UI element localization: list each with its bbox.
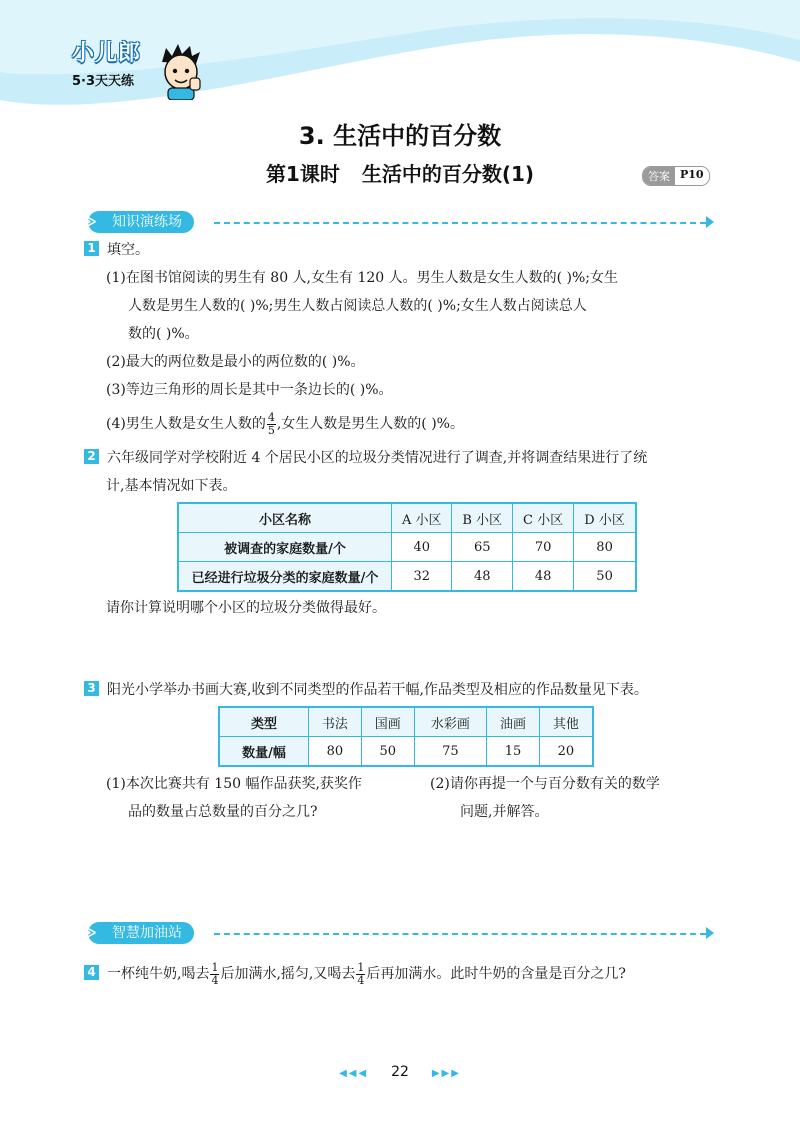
table-header: 书法 (309, 707, 362, 737)
unit-title: 3. 生活中的百分数 (298, 122, 502, 150)
section-header-practice (82, 211, 714, 235)
question-number: 4 (84, 965, 99, 980)
q2-line: 六年级同学对学校附近 4 个居民小区的垃圾分类情况进行了调查,并将调查结果进行了统 (107, 450, 648, 466)
q1-line: (3)等边三角形的周长是其中一条边长的( )%。 (106, 382, 393, 398)
next-arrows-icon: ▶▶▶ (431, 1068, 461, 1079)
q4-text: 后加满水,摇匀,又喝去 (220, 966, 356, 982)
q3-sub2-line: (2)请你再提一个与百分数有关的数学 (430, 776, 660, 792)
section-end-arrow-icon (706, 216, 714, 228)
q3-subquestion-2 (430, 770, 730, 826)
row-label: 已经进行垃圾分类的家庭数量/个 (178, 562, 392, 592)
row-label: 被调查的家庭数量/个 (178, 533, 392, 562)
table-cell: 80 (309, 737, 362, 767)
fraction (356, 962, 365, 987)
section-divider (214, 222, 706, 224)
answer-reference (642, 166, 710, 186)
fraction (267, 412, 276, 437)
lesson-number: 第1课时 (265, 162, 340, 186)
table-cell: 70 (513, 533, 574, 562)
fraction-numerator: 1 (357, 960, 365, 974)
q1-line: (2)最大的两位数是最小的两位数的( )%。 (106, 354, 365, 370)
page-number: 22 (391, 1064, 409, 1080)
table-header: 国画 (361, 707, 414, 737)
section-arrow-icon: ≫ (82, 214, 97, 230)
table-header: 小区名称 (178, 503, 392, 533)
q4-text: 一杯纯牛奶,喝去 (107, 966, 210, 982)
section-title: 智慧加油站 (88, 922, 194, 944)
artwork-table (218, 706, 594, 767)
q3-sub2-line: 问题,并解答。 (460, 804, 549, 820)
table-cell: 48 (452, 562, 513, 592)
section-header-challenge (82, 922, 714, 946)
q3-line: 阳光小学举办书画大赛,收到不同类型的作品若干幅,作品类型及相应的作品数量见下表。 (107, 682, 648, 698)
table-header: A 小区 (392, 503, 452, 533)
question-number: 1 (84, 241, 99, 256)
table-header: C 小区 (513, 503, 574, 533)
table-header: 油画 (487, 707, 540, 737)
question-3 (84, 676, 744, 704)
section-arrow-icon: ≫ (82, 925, 97, 941)
table-cell: 48 (513, 562, 574, 592)
q1-line: (1)在图书馆阅读的男生有 80 人,女生有 120 人。男生人数是女生人数的( )%;女生 (106, 270, 619, 286)
brand-logo (72, 36, 212, 102)
survey-table (177, 502, 637, 592)
logo-title: 小儿郎 (72, 41, 142, 66)
answer-label: 答案 (643, 167, 675, 185)
table-cell: 15 (487, 737, 540, 767)
q1-text: (4)男生人数是女生人数的 (106, 416, 266, 432)
page-footer (0, 1064, 800, 1080)
fraction-denominator: 5 (267, 423, 275, 437)
mascot-icon (156, 42, 206, 100)
q4-text: 后再加满水。此时牛奶的含量是百分之几? (366, 966, 626, 982)
q1-line (84, 404, 724, 444)
q1-line: 数的( )%。 (128, 326, 199, 342)
table-cell: 65 (452, 533, 513, 562)
row-label: 数量/幅 (219, 737, 309, 767)
q3-subquestion-1 (106, 770, 406, 826)
question-4 (84, 954, 744, 994)
table-header: 水彩画 (414, 707, 486, 737)
logo-subtitle: 5·3天天练 (72, 74, 135, 89)
q2-prompt (106, 594, 706, 622)
table-header: B 小区 (452, 503, 513, 533)
question-title: 填空。 (107, 242, 149, 258)
section-end-arrow-icon (706, 927, 714, 939)
q2-line: 计,基本情况如下表。 (106, 478, 237, 494)
q2-prompt-text: 请你计算说明哪个小区的垃圾分类做得最好。 (106, 600, 386, 616)
section-divider (214, 933, 706, 935)
section-title: 知识演练场 (88, 211, 194, 233)
table-header: D 小区 (574, 503, 636, 533)
table-cell: 50 (361, 737, 414, 767)
table-cell: 40 (392, 533, 452, 562)
fraction-numerator: 4 (267, 410, 275, 424)
table-cell: 50 (574, 562, 636, 592)
table-header: 类型 (219, 707, 309, 737)
q3-sub1-line: (1)本次比赛共有 150 幅作品获奖,获奖作 (106, 776, 362, 792)
table-cell: 20 (539, 737, 593, 767)
fraction-numerator: 1 (211, 960, 219, 974)
q3-sub1-line: 品的数量占总数量的百分之几? (128, 804, 318, 820)
q1-text: ,女生人数是男生人数的( )%。 (276, 416, 464, 432)
question-1 (84, 236, 724, 444)
question-number: 2 (84, 449, 99, 464)
table-cell: 80 (574, 533, 636, 562)
fraction-denominator: 4 (357, 973, 365, 987)
table-cell: 75 (414, 737, 486, 767)
answer-page: P10 (675, 167, 709, 185)
q1-line: 人数是男生人数的( )%;男生人数占阅读总人数的( )%;女生人数占阅读总人 (128, 298, 587, 314)
question-number: 3 (84, 681, 99, 696)
question-2 (84, 444, 724, 500)
prev-arrows-icon: ◀◀◀ (339, 1068, 369, 1079)
fraction (210, 962, 219, 987)
fraction-denominator: 4 (211, 973, 219, 987)
lesson-name: 生活中的百分数(1) (361, 162, 535, 186)
table-header: 其他 (539, 707, 593, 737)
table-cell: 32 (392, 562, 452, 592)
